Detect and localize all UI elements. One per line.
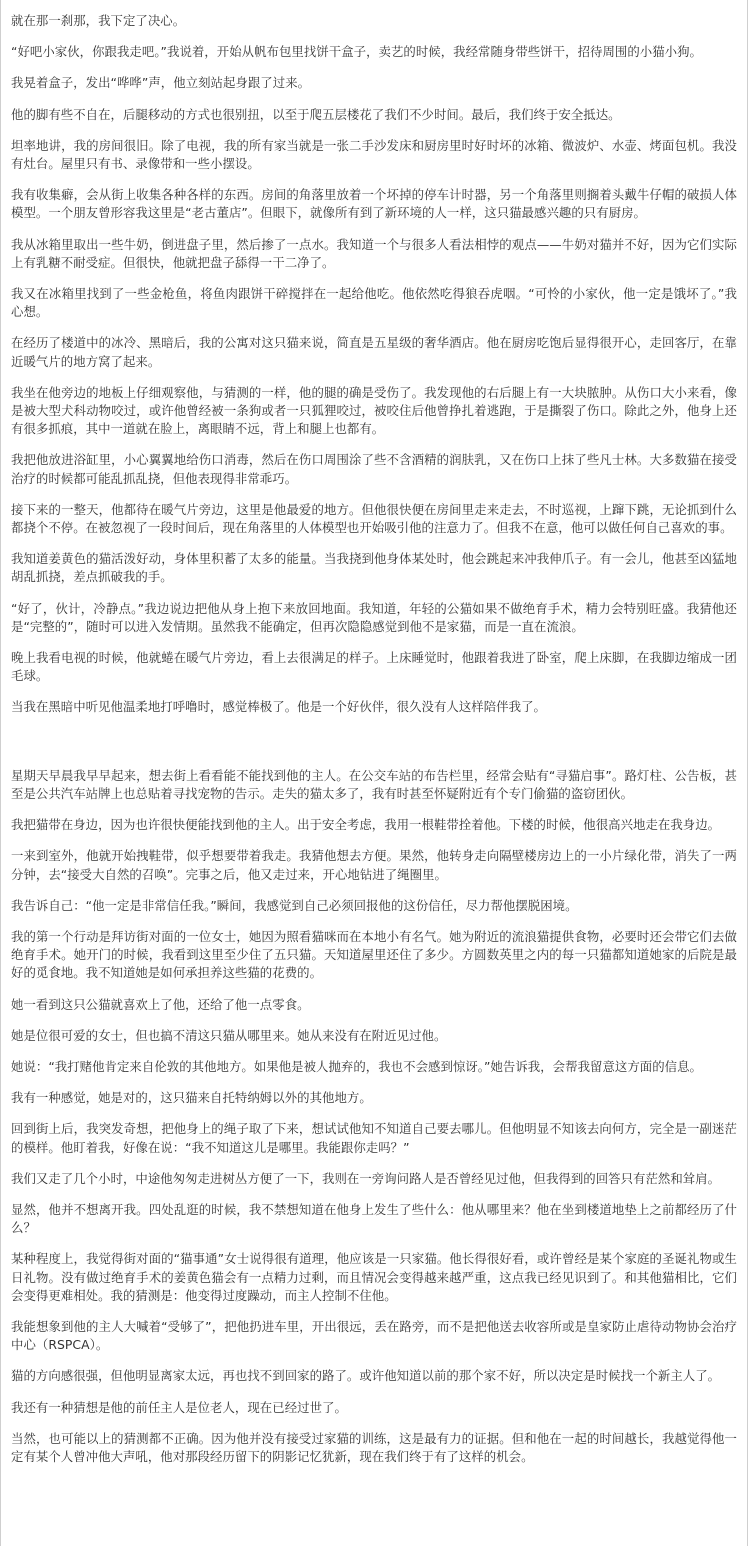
- paragraph: 我从冰箱里取出一些牛奶，倒进盘子里，然后掺了一点水。我知道一个与很多人看法相悖的观点——牛奶对猫并不好，因为它们实际上有乳糖不耐受症。但很快，他就把盘子舔得一干二净了。: [11, 236, 737, 270]
- paragraph: 坦率地讲，我的房间很旧。除了电视，我的所有家当就是一张二手沙发床和厨房里时好时坏的冰箱、微波炉、水壶、烤面包机。我没有灶台。屋里只有书、录像带和一些小摆设。: [11, 137, 737, 172]
- paragraph: “好吧小家伙，你跟我走吧。”我说着，开始从帆布包里找饼干盒子，卖艺的时候，我经常随身带些饼干，招待周围的小猫小狗。: [11, 44, 702, 60]
- paragraph: “好了，伙计，冷静点。”我边说边把他从身上抱下来放回地面。我知道，年轻的公猫如果不做绝育手术，精力会特别旺盛。我猜他还是“完整的”，随时可以进入发情期。虽然我不能确定，但再次隐隐感觉到他不是家猫，而是一直在流浪。: [11, 600, 737, 634]
- paragraph: 她是位很可爱的女士，但也搞不清这只猫从哪里来。她从来没有在附近见过他。: [11, 1027, 447, 1043]
- article-section-1: [11, 12, 737, 717]
- paragraph: 猫的方向感很强，但他明显离家太远，再也找不到回家的路了。或许他知道以前的那个家不好，所以决定是时候找一个新主人了。: [11, 1368, 721, 1384]
- paragraph: 我还有一种猜想是他的前任主人是位老人，现在已经过世了。: [11, 1399, 347, 1415]
- paragraph: 某种程度上，我觉得街对面的“猫事通”女士说得很有道理，他应该是一只家猫。他长得很好看，或许曾经是某个家庭的圣诞礼物或生日礼物。没有做过绝育手术的姜黄色猫会有一点精力过剩，而且情况会变得越来越严重，这点我已经见识到了。和其他猫相比，它们会变得更难相处。我的猜测是：他变得过度躁动，而主人控制不住他。: [11, 1251, 737, 1303]
- article: [1, 0, 747, 1466]
- paragraph: 星期天早晨我早早起来，想去街上看看能不能找到他的主人。在公交车站的布告栏里，经常会贴有“寻猫启事”。路灯柱、公告板，甚至是公共汽车站牌上也总贴着寻找宠物的告示。走失的猫太多了，我有时甚至怀疑附近有个专门偷猫的盗窃团伙。: [11, 767, 737, 801]
- paragraph: 我能想象到他的主人大喊着“受够了”，把他扔进车里，开出很远，丢在路旁，而不是把他送去收容所或是皇家防止虐待动物协会治疗中心（RSPCA）。: [11, 1318, 737, 1353]
- paragraph: 在经历了楼道中的冰冷、黑暗后，我的公寓对这只猫来说，简直是五星级的奢华酒店。他在厨房吃饱后显得很开心，走回客厅，在靠近暖气片的地方窝了起来。: [11, 335, 737, 369]
- paragraph: 当然，也可能以上的猜测都不正确。因为他并没有接受过家猫的训练，这是最有力的证据。但和他在一起的时间越长，我越觉得他一定有某个人曾冲他大声吼，他对那段经历留下的阴影记忆犹新，现在我们终于有了这样的机会。: [11, 1430, 737, 1464]
- paragraph: 晚上我看电视的时候，他就蜷在暖气片旁边，看上去很满足的样子。上床睡觉时，他跟着我进了卧室，爬上床脚，在我脚边缩成一团毛球。: [11, 650, 737, 684]
- paragraph: 当我在黑暗中听见他温柔地打呼噜时，感觉棒极了。他是一个好伙伴，很久没有人这样陪伴我了。: [11, 699, 546, 715]
- paragraph: 他的脚有些不自在，后腿移动的方式也很别扭，以至于爬五层楼花了我们不少时间。最后，我们终于安全抵达。: [11, 106, 621, 122]
- paragraph: 我又在冰箱里找到了一些金枪鱼，将鱼肉跟饼干碎搅拌在一起给他吃。他依然吃得狼吞虎咽。“可怜的小家伙，他一定是饿坏了。”我心想。: [11, 286, 737, 320]
- paragraph: 她一看到这只公猫就喜欢上了他，还给了他一点零食。: [11, 996, 310, 1012]
- paragraph: 我坐在他旁边的地板上仔细观察他，与猜测的一样，他的腿的确是受伤了。我发现他的右后腿上有一大块脓肿。从伤口大小来看，像是被大型犬科动物咬过，或许他曾经被一条狗或者一只狐狸咬过，被咬住后他曾挣扎着逃跑，于是撕裂了伤口。除此之外，他身上还有很多抓痕，其中一道就在脸上，离眼睛不远，背上和腿上也都有。: [11, 384, 737, 437]
- paragraph: 她说：“我打赌他肯定来自伦敦的其他地方。如果他是被人抛弃的，我也不会感到惊讶。”她告诉我，会帮我留意这方面的信息。: [11, 1058, 702, 1074]
- section-divider: [11, 730, 737, 767]
- paragraph: 就在那一刹那，我下定了决心。: [11, 13, 186, 28]
- paragraph: 显然，他并不想离开我。四处乱逛的时候，我不禁想知道在他身上发生了些什么：他从哪里来？他在坐到楼道地垫上之前都经历了什么？: [11, 1201, 737, 1236]
- paragraph: 我们又走了几个小时，中途他匆匆走进树丛方便了一下，我则在一旁询问路人是否曾经见过他，但我得到的回答只有茫然和耸肩。: [11, 1170, 721, 1186]
- paragraph: 我的第一个行动是拜访街对面的一位女士，她因为照看猫咪而在本地小有名气。她为附近的流浪猫提供食物，必要时还会带它们去做绝育手术。她开门的时候，我看到这里至少住了五只猫。天知道屋里还住了多少。方圆数英里之内的每一只猫都知道她家的后院是最好的觅食地。我不知道她是如何承担养这些猫的花费的。: [11, 928, 737, 981]
- paragraph: 我把他放进浴缸里，小心翼翼地给伤口消毒，然后在伤口周围涂了些不含酒精的润肤乳，又在伤口上抹了些凡士林。大多数猫在接受治疗的时候都可能乱抓乱挠，但他表现得非常乖巧。: [11, 452, 737, 486]
- paragraph: 我有一种感觉，她是对的，这只猫来自托特纳姆以外的其他地方。: [11, 1090, 372, 1106]
- paragraph: 接下来的一整天，他都待在暖气片旁边，这里是他最爱的地方。但他很快便在房间里走来走去，不时巡视，上蹿下跳，无论抓到什么都挠个不停。在被忽视了一段时间后，现在角落里的人体模型也开始吸引他的注意力了。但我不在意，他可以做任何自己喜欢的事。: [11, 501, 737, 536]
- paragraph: 回到街上后，我突发奇想，把他身上的绳子取了下来，想试试他知不知道自己要去哪儿。但他明显不知该去向何方，完全是一副迷茫的模样。他盯着我，好像在说：“我不知道这儿是哪里。我能跟你走吗？”: [11, 1121, 737, 1155]
- paragraph: 我知道姜黄色的猫活泼好动，身体里积蓄了太多的能量。当我挠到他身体某处时，他会跳起来冲我伸爪子。有一会儿，他甚至凶猛地胡乱抓挠，差点抓破我的手。: [11, 551, 737, 585]
- paragraph: 我晃着盒子，发出“哗哗”声，他立刻站起身跟了过来。: [11, 75, 311, 91]
- paragraph: 我告诉自己：“他一定是非常信任我。”瞬间，我感觉到自己必须回报他的这份信任，尽力帮他摆脱困境。: [11, 897, 578, 913]
- paragraph: 我把猫带在身边，因为也许很快便能找到他的主人。出于安全考虑，我用一根鞋带拴着他。下楼的时候，他很高兴地走在我身边。: [11, 817, 721, 833]
- paragraph: 一来到室外，他就开始拽鞋带，似乎想要带着我走。我猜他想去方便。果然，他转身走向隔壁楼房边上的一小片绿化带，消失了一两分钟，去“接受大自然的召唤”。完事之后，他又走过来，开心地钻进了绳圈里。: [11, 848, 737, 882]
- article-section-2: [11, 767, 737, 1466]
- paragraph: 我有收集癖，会从街上收集各种各样的东西。房间的角落里放着一个坏掉的停车计时器，另一个角落里则搁着头戴牛仔帽的破损人体模型。一个朋友曾形容我这里是“老古董店”。但眼下，就像所有到了新环境的人一样，这只猫最感兴趣的只有厨房。: [11, 187, 737, 221]
